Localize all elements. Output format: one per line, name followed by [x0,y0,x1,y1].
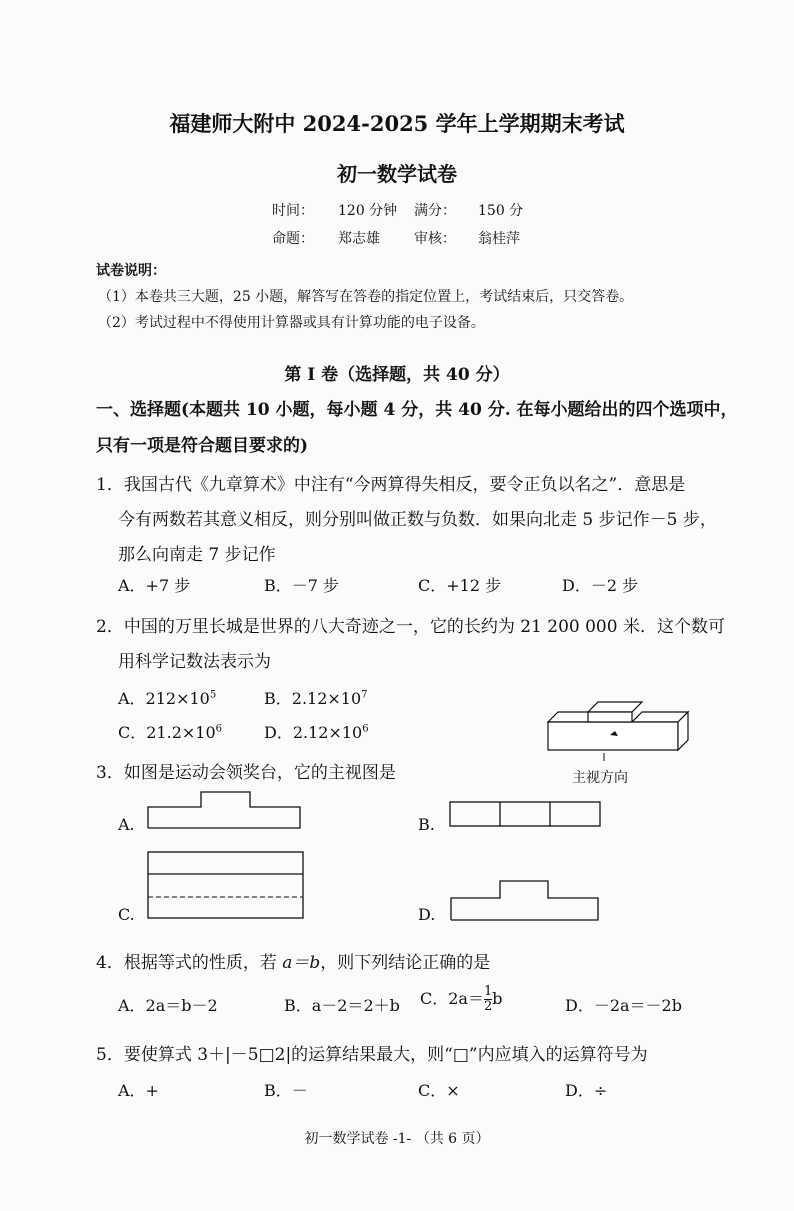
q4-option-b: B．a－2＝2＋b [284,996,400,1015]
q3-line1: 3．如图是运动会领奖台，它的主视图是 [96,763,396,783]
q1-line3: 那么向南走 7 步记作 [118,545,276,565]
q3-option-a-figure [145,790,305,830]
q2-option-a: A．$212\times 10^5$ [118,689,217,708]
view-direction-label: 主视方向 [572,770,628,786]
q4-option-d: D．－2a＝－2b [565,996,682,1015]
exam-title: 福建师大附中 2024-2025 学年上学期期末考试 [169,111,625,136]
q3-option-b-figure [448,800,603,828]
section-title: 第 I 卷（选择题，共 40 分） [284,365,510,385]
q5-option-d: D．÷ [565,1081,608,1100]
time-value: 120 分钟 [338,203,398,219]
author-label: 命题： [272,231,314,247]
fraction-one-half: $\frac{1}{2}$ [483,984,493,1014]
q1-line1: 1．我国古代《九章算术》中注有“今两算得失相反，要令正负以名之”．意思是 [96,475,686,495]
instruction-item-1: （1）本卷共三大题，25 小题，解答写在答卷的指定位置上，考试结束后，只交答卷。 [98,289,634,305]
q5-option-b: B．－ [264,1081,308,1100]
q4-line1: 4．根据等式的性质，若 a＝b，则下列结论正确的是 [96,953,491,973]
podium-figure [540,695,700,765]
part-heading-line2: 只有一项是符合题目要求的) [96,436,309,456]
q1-option-a: A．+7 步 [118,576,191,595]
reviewer-label: 审核： [414,231,456,247]
score-label: 满分： [414,203,456,219]
exam-subtitle: 初一数学试卷 [337,162,457,186]
q3-option-b-label: B. [418,815,435,834]
q1-option-c: C．+12 步 [418,576,502,595]
q5-line1: 5．要使算式 3＋|－5□2|的运算结果最大，则“□”内应填入的运算符号为 [96,1045,648,1065]
q1-option-d: D．－2 步 [562,576,639,595]
page-footer: 初一数学试卷 -1- （共 6 页） [304,1131,490,1147]
q3-option-d-label: D. [418,905,436,924]
q2-line1: 2．中国的万里长城是世界的八大奇迹之一，它的长约为 21 200 000 米．这个数可 [96,617,725,637]
q2-option-b: B．$2.12\times 10^7$ [264,689,368,708]
reviewer-value: 翁桂萍 [478,231,520,247]
time-label: 时间： [272,203,314,219]
q2-line2: 用科学记数法表示为 [118,652,271,672]
q1-line2: 今有两数若其意义相反，则分别叫做正数与负数．如果向北走 5 步记作－5 步， [118,510,717,530]
q3-option-a-label: A. [118,815,135,834]
q3-option-c-figure [145,850,305,922]
q1-option-b: B．－7 步 [264,576,340,595]
part-heading-line1: 一、选择题(本题共 10 小题，每小题 4 分，共 40 分. 在每小题给出的四个选项中， [96,400,738,420]
q3-option-d-figure [448,878,603,922]
q5-option-c: C．× [418,1081,460,1100]
instructions-heading: 试卷说明： [96,263,166,279]
q2-option-d: D．$2.12\times 10^6$ [264,723,369,742]
q5-option-a: A．+ [118,1081,159,1100]
q2-option-c: C．$21.2\times 10^6$ [118,723,223,742]
instruction-item-2: （2）考试过程中不得使用计算器或具有计算功能的电子设备。 [98,315,485,331]
q4-option-a: A．2a＝b－2 [118,996,218,1015]
author-value: 郑志雄 [338,231,380,247]
score-value: 150 分 [478,203,524,219]
q4-option-c: C．2a＝ $\frac{1}{2}$ b [420,984,503,1014]
q3-option-c-label: C. [118,905,135,924]
